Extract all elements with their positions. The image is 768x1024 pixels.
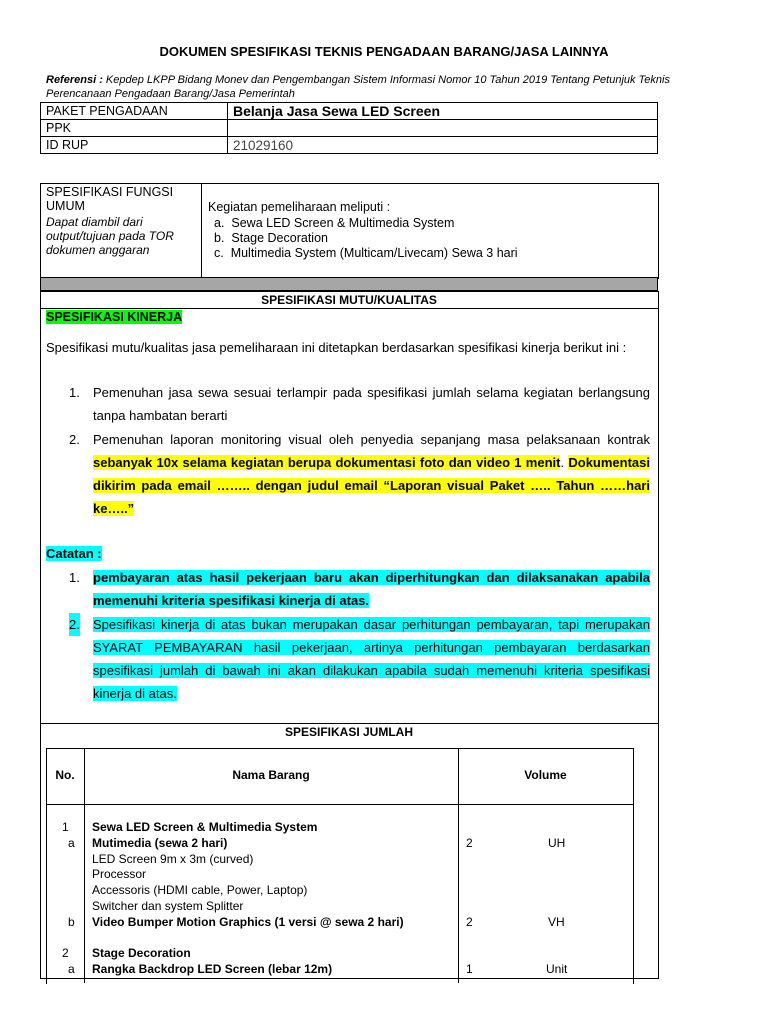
reference-text: Kepdep LKPP Bidang Monev dan Pengembangan Sistem Informasi Nomor 10 Tahun 2019 Tentang Petunjuk Teknis Perencanaan Pengadaan Barang/Jasa Pemerintah <box>46 74 670 100</box>
kinerja-label-text: SPESIFIKASI KINERJA <box>46 310 183 324</box>
catatan-label <box>46 546 102 562</box>
item-number: 2. <box>69 432 80 447</box>
fungsi-item <box>214 231 328 245</box>
item-number: 1. <box>69 385 80 400</box>
item-number: 1. <box>69 570 80 585</box>
col-header-nama: Nama Barang <box>232 768 310 782</box>
row-detail: LED Screen 9m x 3m (curved) <box>92 852 254 866</box>
fungsi-item-text: Multimedia System (Multicam/Livecam) Sewa 3 hari <box>230 246 518 260</box>
fungsi-item-marker: a. <box>214 216 225 230</box>
header-row-ppk <box>41 120 658 137</box>
col-header-no: No. <box>55 768 75 782</box>
header-row-paket <box>41 103 658 120</box>
row-detail: Processor <box>92 867 147 881</box>
catatan-item-2 <box>69 613 650 705</box>
row-qty: 2 <box>466 915 473 929</box>
row-no: a <box>68 962 75 976</box>
document-title: DOKUMEN SPESIFIKASI TEKNIS PENGADAAN BARANG/JASA LAINNYA <box>159 44 609 59</box>
row-no: 2 <box>62 946 69 960</box>
mutu-heading-line <box>40 308 658 309</box>
kinerja-label <box>46 310 182 325</box>
fungsi-umum-label: SPESIFIKASI FUNGSI UMUM <box>46 185 174 213</box>
item-text: pembayaran atas hasil pekerjaan baru akan diperhitungkan dan dilaksanakan apabila memenuhi kriteria spesifikasi kinerja di atas. <box>93 570 650 608</box>
item-text-highlight: sebanyak 10x selama kegiatan berupa dokumentasi foto dan video 1 menit <box>93 455 561 470</box>
fungsi-divider <box>201 183 202 277</box>
row-name: Mutimedia (sewa 2 hari) <box>92 836 228 850</box>
reference-note <box>46 73 726 101</box>
section-separator-bar <box>40 277 658 291</box>
header-key: PAKET PENGADAAN <box>41 103 228 120</box>
header-value: Belanja Jasa Sewa LED Screen <box>228 103 658 120</box>
row-no: 1 <box>62 820 69 834</box>
fungsi-item-text: Sewa LED Screen & Multimedia System <box>231 216 455 230</box>
fungsi-umum-note: Dapat diambil dari output/tujuan pada TOR dokumen anggaran <box>46 215 174 257</box>
row-unit: Unit <box>546 962 568 976</box>
col-divider <box>84 748 85 983</box>
jumlah-header-line <box>46 804 633 805</box>
mutu-heading: SPESIFIKASI MUTU/KUALITAS <box>261 293 437 307</box>
item-text-plain: Pemenuhan laporan monitoring visual oleh penyedia sepanjang masa pelaksanaan kontrak <box>93 432 650 447</box>
row-no: b <box>68 915 75 929</box>
row-name: Stage Decoration <box>92 946 191 960</box>
header-key: PPK <box>41 120 228 137</box>
fungsi-item-text: Stage Decoration <box>231 231 328 245</box>
row-name: Rangka Backdrop LED Screen (lebar 12m) <box>92 962 333 976</box>
row-unit: UH <box>548 836 566 850</box>
col-header-volume: Volume <box>524 768 567 782</box>
row-name: Video Bumper Motion Graphics (1 versi @ sewa 2 hari) <box>92 915 404 929</box>
header-table <box>40 102 658 154</box>
jumlah-heading: SPESIFIKASI JUMLAH <box>284 725 413 739</box>
row-unit: VH <box>548 915 565 929</box>
catatan-item-1 <box>69 566 650 612</box>
item-text: Pemenuhan jasa sewa sesuai terlampir pada spesifikasi jumlah selama kegiatan berlangsung tanpa hambatan berarti <box>93 385 650 423</box>
row-qty: 2 <box>466 836 473 850</box>
kinerja-item-2 <box>69 428 651 520</box>
row-name: Sewa LED Screen & Multimedia System <box>92 820 318 834</box>
reference-label: Referensi : <box>46 74 103 86</box>
header-row-idrup <box>41 137 658 154</box>
header-key: ID RUP <box>41 137 228 154</box>
header-value <box>228 120 658 137</box>
item-text-separator: . <box>560 455 569 470</box>
kinerja-item-1 <box>69 381 650 427</box>
item-number: 2. <box>69 613 80 636</box>
row-detail: Accessoris (HDMI cable, Power, Laptop) <box>92 883 308 897</box>
item-text: Spesifikasi kinerja di atas bukan merupakan dasar perhitungan pembayaran, tapi merupakan SYARAT PEMBAYARAN hasil pekerjaan, artinya perhitungan pembayaran berdasarkan spesifikasi jumlah di bawah ini akan dilakukan apabila sudah memenuhi kriteria spesifikasi kinerja di atas. <box>93 617 650 701</box>
fungsi-item-marker: b. <box>214 231 225 245</box>
fungsi-item <box>214 216 454 230</box>
fungsi-item-marker: c. <box>214 246 224 260</box>
row-detail: Switcher dan system Splitter <box>92 899 244 913</box>
col-divider <box>458 748 459 983</box>
row-no: a <box>68 836 75 850</box>
item-text-highlight: Dokumentasi dikirim pada email …….. dengan judul email “Laporan visual Paket ….. Tahun ……hari ke…..” <box>93 455 651 516</box>
fungsi-item <box>214 246 518 260</box>
mutu-intro: Spesifikasi mutu/kualitas jasa pemeliharaan ini ditetapkan berdasarkan spesifikasi kinerja berikut ini : <box>46 340 627 355</box>
fungsi-umum-intro: Kegiatan pemeliharaan meliputi : <box>208 200 391 214</box>
jumlah-divider <box>40 723 658 724</box>
catatan-label-text: Catatan : <box>46 546 102 561</box>
row-qty: 1 <box>466 962 473 976</box>
header-value: 21029160 <box>228 137 658 154</box>
